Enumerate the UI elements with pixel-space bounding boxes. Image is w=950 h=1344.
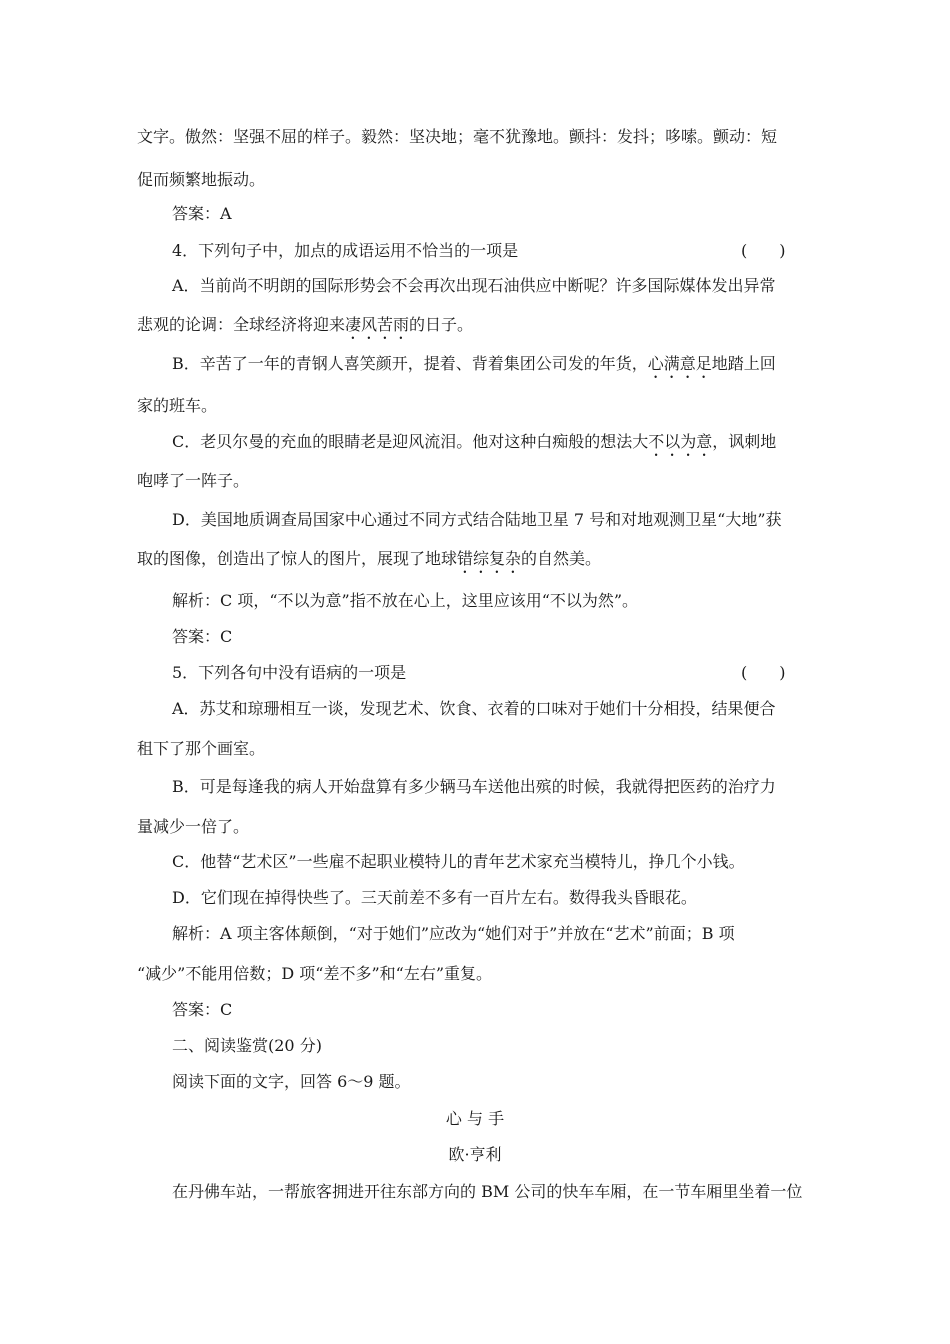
option-d-line-1: D．美国地质调查局国家中心通过不同方式结合陆地卫星 7 号和对地观测卫星“大地”获 (172, 510, 782, 529)
text-segment: 悲观的论调：全球经济将迎来 (137, 315, 346, 334)
analysis-4: 解析：C 项，“不以为意”指不放在心上，这里应该用“不以为然”。 (172, 591, 639, 610)
text-segment: ，讽刺地 (712, 432, 777, 451)
option-a-line-2 (137, 315, 473, 335)
option-a-line-1: A．苏艾和琼珊相互一谈，发现艺术、饮食、衣着的口味对于她们十分相投，结果便合 (172, 699, 776, 718)
dotted-idiom: 心满意足 (647, 354, 712, 373)
option-b-line-1 (172, 354, 776, 374)
option-d-line-2 (137, 549, 601, 569)
article-author: 欧·亨利 (448, 1145, 502, 1164)
text-segment: 取的图像，创造出了惊人的图片，展现了地球 (137, 549, 458, 568)
text-line: 文字。傲然：坚强不屈的样子。毅然：坚决地；毫不犹豫地。颤抖：发抖；哆嗦。颤动：短 (137, 127, 778, 146)
option-b-line-2: 家的班车。 (137, 396, 218, 415)
option-c: C．他替“艺术区”一些雇不起职业模特儿的青年艺术家充当模特儿，挣几个小钱。 (172, 852, 745, 871)
dotted-idiom: 凄风苦雨 (345, 315, 410, 334)
question-4 (172, 241, 518, 261)
text-line: 促而频繁地振动。 (137, 170, 266, 189)
option-d: D．它们现在掉得快些了。三天前差不多有一百片左右。数得我头昏眼花。 (172, 888, 697, 907)
option-a-line-1: A．当前尚不明朗的国际形势会不会再次出现石油供应中断呢？许多国际媒体发出异常 (172, 276, 776, 295)
dotted-idiom: 错综复杂 (457, 549, 522, 568)
analysis-5-line-2: “减少”不能用倍数；D 项“差不多”和“左右”重复。 (137, 964, 492, 983)
text-segment: 地踏上回 (711, 354, 776, 373)
section-heading: 二、阅读鉴赏(20 分) (172, 1036, 322, 1055)
text-segment: B．辛苦了一年的青钢人喜笑颜开，提着、背着集团公司发的年货， (172, 354, 648, 373)
answer-line: 答案：A (172, 204, 232, 223)
question-5: 5．下列各句中没有语病的一项是 (172, 663, 407, 682)
text-segment: 的自然美。 (521, 549, 602, 568)
answer-4: 答案：C (172, 627, 233, 646)
option-c-line-2: 咆哮了一阵子。 (137, 471, 250, 490)
answer-parentheses: ( ) (741, 241, 786, 260)
dotted-idiom: 不以为意 (648, 432, 713, 451)
option-c-line-1 (172, 432, 776, 452)
option-b-line-2: 量减少一倍了。 (137, 817, 250, 836)
text-segment: C．老贝尔曼的充血的眼睛老是迎风流泪。他对这种白痴般的想法大 (172, 432, 649, 451)
question-4-text: 4．下列句子中，加点的成语运用不恰当的一项是 (172, 241, 519, 260)
text-segment: 的日子。 (409, 315, 474, 334)
instruction: 阅读下面的文字，回答 6～9 题。 (172, 1072, 411, 1091)
answer-parentheses: ( ) (741, 663, 786, 682)
answer-5: 答案：C (172, 1000, 233, 1019)
option-b-line-1: B．可是每逢我的病人开始盘算有多少辆马车送他出殡的时候，我就得把医药的治疗力 (172, 777, 776, 796)
option-a-line-2: 租下了那个画室。 (137, 739, 266, 758)
article-paragraph: 在丹佛车站，一帮旅客拥进开往东部方向的 BM 公司的快车车厢，在一节车厢里坐着一位 (172, 1182, 803, 1201)
analysis-5-line-1: 解析：A 项主客体颠倒，“对于她们”应改为“她们对于”并放在“艺术”前面；B 项 (172, 924, 735, 943)
article-title: 心 与 手 (445, 1109, 505, 1128)
